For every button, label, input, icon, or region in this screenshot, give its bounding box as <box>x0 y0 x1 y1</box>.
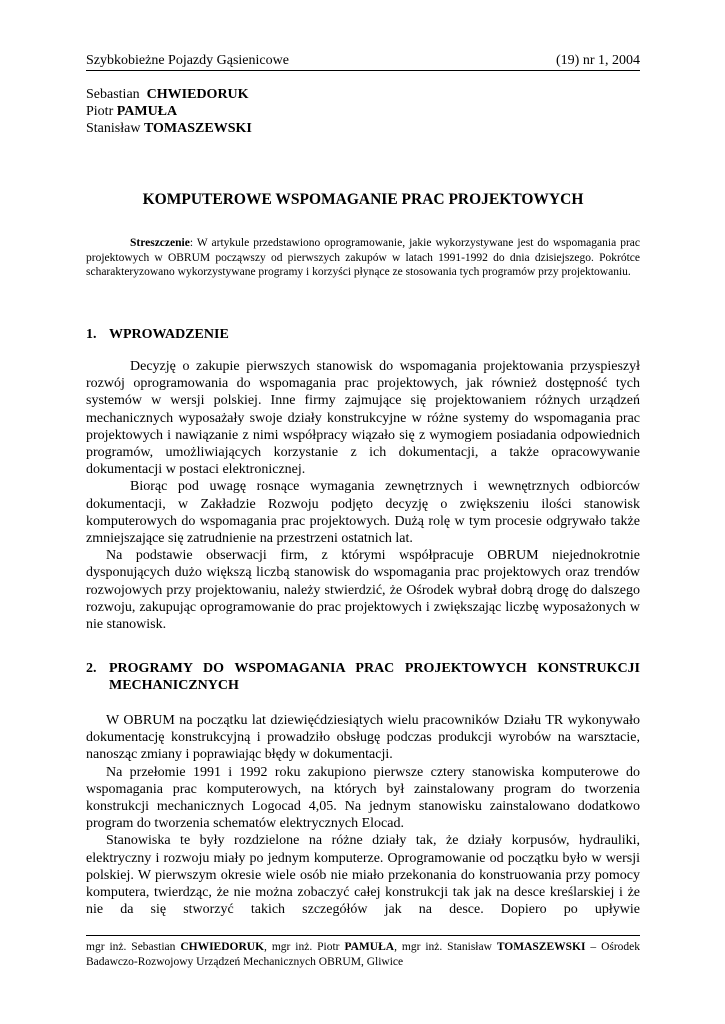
footnote-text: , mgr inż. Piotr <box>264 941 340 953</box>
author-item <box>86 120 252 137</box>
paragraph: Decyzję o zakupie pierwszych stanowisk do wspomagania projektowania przyspieszył rozwój oprogramowania do wspomagania prac projektowych, jak również dostępność tych systemów w wersji polskiej. Inne firmy zajmujące się projektowaniem różnych urządzeń mechanicznych wyposażały swoje działy konstrukcyjne w różne systemy do wspomagania prac projektowych i nawiązanie z nimi współpracy wiązało się z wymogiem posiadania odpowiednich programów, umożliwiających korzystanie z ich dokumentacji, a także opracowywanie dokumentacji w postaci elektronicznej. <box>86 359 640 478</box>
section-number: 1. <box>86 327 97 342</box>
section-title: WPROWADZENIE <box>109 327 229 342</box>
paper-title: KOMPUTEROWE WSPOMAGANIE PRAC PROJEKTOWYCH <box>142 191 584 208</box>
author-item <box>86 86 252 103</box>
paragraph: Na podstawie obserwacji firm, z którymi współpracuje OBRUM niejednokrotnie dysponujących dużo większą liczbą stanowisk do wspomagania prac projektowych oraz trendów rozwojowych przy projektowaniu, należy stwierdzić, że Ośrodek wybrał dobrą drogę do dalszego rozwoju, zakupując oprogramowanie do prac projektowych i zwiększając liczbę wyposażonych w nie stanowisk. <box>86 548 640 633</box>
abstract-label: Streszczenie <box>130 237 190 249</box>
author-list <box>86 86 252 137</box>
paragraph: Biorąc pod uwagę rosnące wymagania zewnętrznych i wewnętrznych odbiorców dokumentacji, w Zakładzie Rozwoju podjęto decyzję o zwiększeniu ilości stanowisk komputerowych do wspomagania prac projektowych. Dużą rolę w tym procesie odgrywało także zmniejszające się zatrudnienie na przestrzeni ostatnich lat. <box>86 479 640 547</box>
paragraph: W OBRUM na początku lat dziewięćdziesiątych wielu pracowników Działu TR wykonywało dokumentację konstrukcyjną i prowadziło obsługę podczas produkcji wyrobów na warsztacie, nanosząc zmiany i poprawiając błędy w dokumentacji. <box>86 713 640 763</box>
section-1-body <box>86 358 640 633</box>
abstract <box>86 236 640 280</box>
footnote-author-name: CHWIEDORUK <box>180 941 265 953</box>
paragraph: Na przełomie 1991 i 1992 roku zakupiono pierwsze cztery stanowiska komputerowe do wspomagania prac komputerowych, na których był zainstalowany program do tworzenia konstrukcji mechanicznych Logocad 4,05. Na jednym stanowisku zainstalowano dodatkowo program do tworzenia schematów elektrycznych Elocad. <box>86 764 640 832</box>
author-first-name: Stanisław <box>86 121 141 136</box>
footnote-author-name: TOMASZEWSKI <box>496 941 586 953</box>
footnote-author-name: PAMUŁA <box>344 941 395 953</box>
footnote-text: , mgr inż. Stanisław <box>394 941 492 953</box>
author-affiliation-footnote <box>86 940 640 970</box>
journal-name: Szybkobieżne Pojazdy Gąsienicowe <box>86 53 289 68</box>
abstract-text: : W artykule przedstawiono oprogramowanie, jakie wykorzystywane jest do wspomagania prac projektowych w OBRUM począwszy od pierwszych zakupów w latach 1991-1992 do dnia dzisiejszego. Pokrótce scharakteryzowano wykorzystywane programy i korzyści płynące ze stosowania tych programów przy projektowaniu. <box>86 237 640 279</box>
section-title-line: PROGRAMY DO WSPOMAGANIA PRAC PROJEKTOWYCH KONSTRUKCJI <box>109 661 640 676</box>
footnote-divider <box>86 935 640 936</box>
section-title-line: MECHANICZNYCH <box>109 678 239 693</box>
author-item <box>86 103 252 120</box>
author-first-name: Sebastian <box>86 87 140 102</box>
author-first-name: Piotr <box>86 104 114 119</box>
section-2-body <box>86 712 640 918</box>
paragraph: Stanowiska te były rozdzielone na różne działy tak, że działy korpusów, hydrauliki, elektryczny i rozwoju miały po jednym komputerze. Oprogramowanie od początku było w wersji polskiej. W pierwszym okresie wiele osób nie miało przekonania do konstruowania przy pomocy komputera, twierdząc, że nie można zobaczyć całej konstrukcji tak jak na desce kreślarskiej i że nie da się stworzyć takich szczegółów jak na desce. Dopiero po upływie <box>86 833 640 918</box>
author-last-name: TOMASZEWSKI <box>143 121 252 136</box>
header-divider <box>86 70 640 71</box>
issue-number: (19) nr 1, 2004 <box>556 53 640 68</box>
author-last-name: CHWIEDORUK <box>146 87 249 102</box>
footnote-text: mgr inż. Sebastian <box>86 941 176 953</box>
section-number: 2. <box>86 661 97 676</box>
author-last-name: PAMUŁA <box>116 104 178 119</box>
footnote-affiliation: – Ośrodek Badawczo-Rozwojowy Urządzeń Mechanicznych OBRUM, Gliwice <box>86 941 641 968</box>
